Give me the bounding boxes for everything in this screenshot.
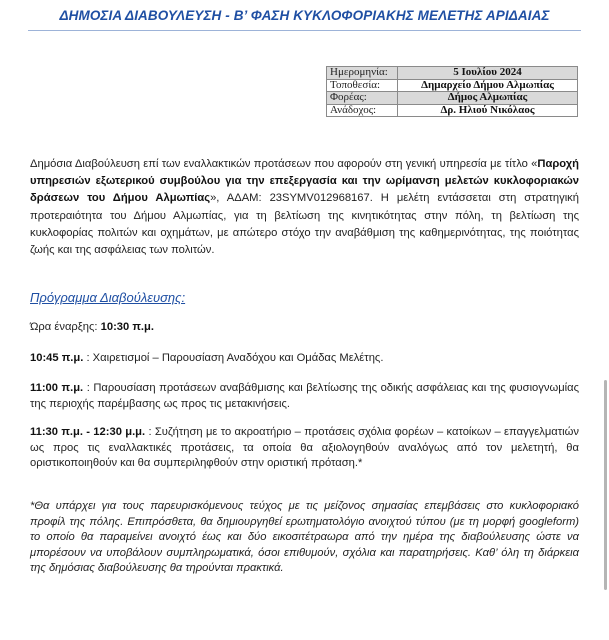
info-label-location: Τοποθεσία: <box>327 79 398 92</box>
intro-paragraph <box>30 156 579 259</box>
info-row-contractor <box>327 104 578 117</box>
footnote-paragraph: *Θα υπάρχει για τους παρευρισκόμενους τεύχος με τις μείζονος σημασίας επεμβάσεις στο κυκλοφοριακό προφίλ της πόλης. Επιπρόσθετα, θα δημιουργηθεί ερωτηματολόγιο ανοιχτού τύπου (με τη μορφή googleform) το οποίο θα παραμείνει ανοιχτό έως και δύο εικοσιτέτραωρα από την ημέρα της διαβούλευσης ώστε να μπορέσουν να υποβάλουν συμπληρωματικά, όσοι επιθυμούν, σχόλια και παρατηρήσεις. Καθ’ όλη τη διάρκεια της δημόσιας διαβούλευσης θα τηρούνται πρακτικά. <box>30 500 579 575</box>
info-row-date <box>327 67 578 80</box>
start-label: Ώρα έναρξης: <box>30 321 101 333</box>
info-value-location: Δημαρχείο Δήμου Αλμωπίας <box>398 79 578 92</box>
program-heading-text: Πρόγραμμα Διαβούλευσης <box>30 290 182 305</box>
program-item-time: 10:45 π.μ. <box>30 352 84 364</box>
start-time: 10:30 π.μ. <box>100 321 154 333</box>
program-item-text: : Χαιρετισμοί – Παρουσίαση Αναδόχου και Ομάδας Μελέτης. <box>83 352 384 364</box>
program-heading-colon: : <box>181 290 186 305</box>
info-row-body <box>327 92 578 105</box>
program-item <box>30 351 579 367</box>
scrollbar-thumb[interactable] <box>604 380 607 590</box>
info-value-contractor: Δρ. Ηλιού Νικόλαος <box>398 104 578 117</box>
program-start-time <box>30 320 579 336</box>
document-title: ΔΗΜΟΣΙΑ ΔΙΑΒΟΥΛΕΥΣΗ - Β’ ΦΑΣΗ ΚΥΚΛΟΦΟΡΙΑΚΗΣ ΜΕΛΕΤΗΣ ΑΡΙΔΑΙΑΣ <box>59 8 550 23</box>
info-value-date: 5 Ιουλίου 2024 <box>398 67 578 80</box>
program-item-text: : Συζήτηση με το ακροατήριο – προτάσεις σχόλια φορέων – κατοίκων – επαγγελματιών ως προς τις εναλλακτικές προτάσεις, τα οποία θα αξιολογηθούν αναλόγως από τον μελετητή, θα οριστικοποιηθούν και θα συμπεριληφθούν στην οριστική πρόταση.* <box>30 426 579 469</box>
info-table <box>326 66 578 117</box>
info-value-body: Δήμος Αλμωπίας <box>398 92 578 105</box>
program-item <box>30 381 579 412</box>
program-item-text: : Παρουσίαση προτάσεων αναβάθμισης και βελτίωσης της οδικής ασφάλειας και της φυσιογνωμίας της περιοχής παρέμβασης ως προς τις μετακινήσεις. <box>30 382 579 410</box>
program-heading <box>30 290 185 305</box>
info-label-contractor: Ανάδοχος: <box>327 104 398 117</box>
info-label-body: Φορέας: <box>327 92 398 105</box>
title-divider <box>28 30 581 31</box>
info-label-date: Ημερομηνία: <box>327 67 398 80</box>
intro-text-1: Δημόσια Διαβούλευση επί των εναλλακτικών προτάσεων που αφορούν στη γενική υπηρεσία με τίτλο « <box>30 158 538 170</box>
program-item-time: 11:30 π.μ. - 12:30 μ.μ. <box>30 426 146 438</box>
program-item <box>30 425 579 472</box>
program-item-time: 11:00 π.μ. <box>30 382 84 394</box>
info-row-location <box>327 79 578 92</box>
intro-text-2: », ΑΔΑΜ: 23SYMV012968167. Η μελέτη εντάσσεται στη στρατηγική προτεραιότητα του Δήμου Αλμωπίας, για τη βελτίωση της κινητικότητας στην πόλη, τη βελτίωση της κυκλοφορίας πολιτών και οχημάτων, με απώτερο στόχο την αναβάθμιση της καθημερινότητας, της ποιότητας ζωής και της ασφάλειας των πολιτών. <box>30 192 580 257</box>
intro-project-title: Παροχή υπηρεσιών εξωτερικού συμβούλου για την επεξεργασία και την ωρίμανση μελετών κυκλοφοριακών δράσεων του Δήμου Αλμωπίας <box>30 158 579 205</box>
